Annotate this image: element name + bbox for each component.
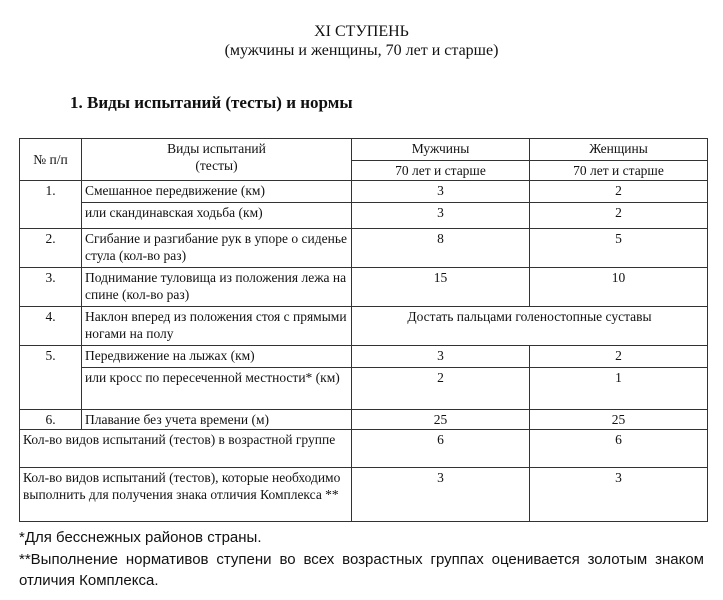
table-row bbox=[20, 368, 708, 410]
row-men: 3 bbox=[352, 346, 530, 368]
header-test-line1: Виды испытаний bbox=[167, 141, 266, 156]
table-row bbox=[20, 410, 708, 430]
row-men: 2 bbox=[352, 368, 530, 410]
row-men: 15 bbox=[352, 268, 530, 307]
row-test: Передвижение на лыжах (км) bbox=[82, 346, 352, 368]
header-men: Мужчины bbox=[352, 139, 530, 161]
summary-row bbox=[20, 468, 708, 522]
table-row bbox=[20, 346, 708, 368]
header-women: Женщины bbox=[530, 139, 708, 161]
row-test: Поднимание туловища из положения лежа на спине (кол-во раз) bbox=[82, 268, 352, 307]
row-num: 4. bbox=[20, 307, 82, 346]
row-men: 25 bbox=[352, 410, 530, 430]
row-women: 25 bbox=[530, 410, 708, 430]
row-test: или скандинавская ходьба (км) bbox=[82, 203, 352, 229]
summary-label: Кол-во видов испытаний (тестов) в возрастной группе bbox=[20, 430, 352, 468]
footnote-snowless: *Для бесснежных районов страны. bbox=[19, 529, 262, 546]
page-subtitle: (мужчины и женщины, 70 лет и старше) bbox=[224, 42, 499, 59]
row-test: Смешанное передвижение (км) bbox=[82, 181, 352, 203]
row-test: или кросс по пересеченной местности* (км) bbox=[82, 368, 352, 410]
row-test: Сгибание и разгибание рук в упоре о сиденье стула (кол-во раз) bbox=[82, 229, 352, 268]
table-row bbox=[20, 203, 708, 229]
row-both: Достать пальцами голеностопные суставы bbox=[352, 307, 708, 346]
summary-row bbox=[20, 430, 708, 468]
summary-label: Кол-во видов испытаний (тестов), которые необходимо выполнить для получения знака отличия Комплекса ** bbox=[20, 468, 352, 522]
footnote-gold-badge: **Выполнение нормативов ступени во всех возрастных группах оценивается золотым знаком отличия Комплекса. bbox=[19, 551, 704, 589]
row-women: 2 bbox=[530, 346, 708, 368]
page-title: XI СТУПЕНЬ bbox=[314, 23, 409, 40]
row-men: 3 bbox=[352, 181, 530, 203]
row-women: 5 bbox=[530, 229, 708, 268]
row-test: Плавание без учета времени (м) bbox=[82, 410, 352, 430]
header-test bbox=[82, 139, 352, 181]
header-men-age: 70 лет и старше bbox=[352, 161, 530, 181]
section-heading: 1. Виды испытаний (тесты) и нормы bbox=[70, 93, 353, 112]
table-row bbox=[20, 181, 708, 203]
row-women: 1 bbox=[530, 368, 708, 410]
row-women: 10 bbox=[530, 268, 708, 307]
header-women-age: 70 лет и старше bbox=[530, 161, 708, 181]
table-row bbox=[20, 268, 708, 307]
header-num: № п/п bbox=[20, 139, 82, 181]
row-men: 3 bbox=[352, 203, 530, 229]
row-women: 2 bbox=[530, 181, 708, 203]
summary-women: 6 bbox=[530, 430, 708, 468]
row-num: 2. bbox=[20, 229, 82, 268]
row-women: 2 bbox=[530, 203, 708, 229]
norms-table bbox=[19, 138, 708, 522]
row-test: Наклон вперед из положения стоя с прямыми ногами на полу bbox=[82, 307, 352, 346]
table-row bbox=[20, 307, 708, 346]
row-num: 6. bbox=[20, 410, 82, 430]
row-men: 8 bbox=[352, 229, 530, 268]
row-num: 5. bbox=[20, 346, 82, 410]
summary-men: 3 bbox=[352, 468, 530, 522]
summary-women: 3 bbox=[530, 468, 708, 522]
table-header-row bbox=[20, 139, 708, 161]
row-num: 3. bbox=[20, 268, 82, 307]
summary-men: 6 bbox=[352, 430, 530, 468]
row-num: 1. bbox=[20, 181, 82, 229]
header-test-line2: (тесты) bbox=[195, 158, 238, 173]
table-row bbox=[20, 229, 708, 268]
